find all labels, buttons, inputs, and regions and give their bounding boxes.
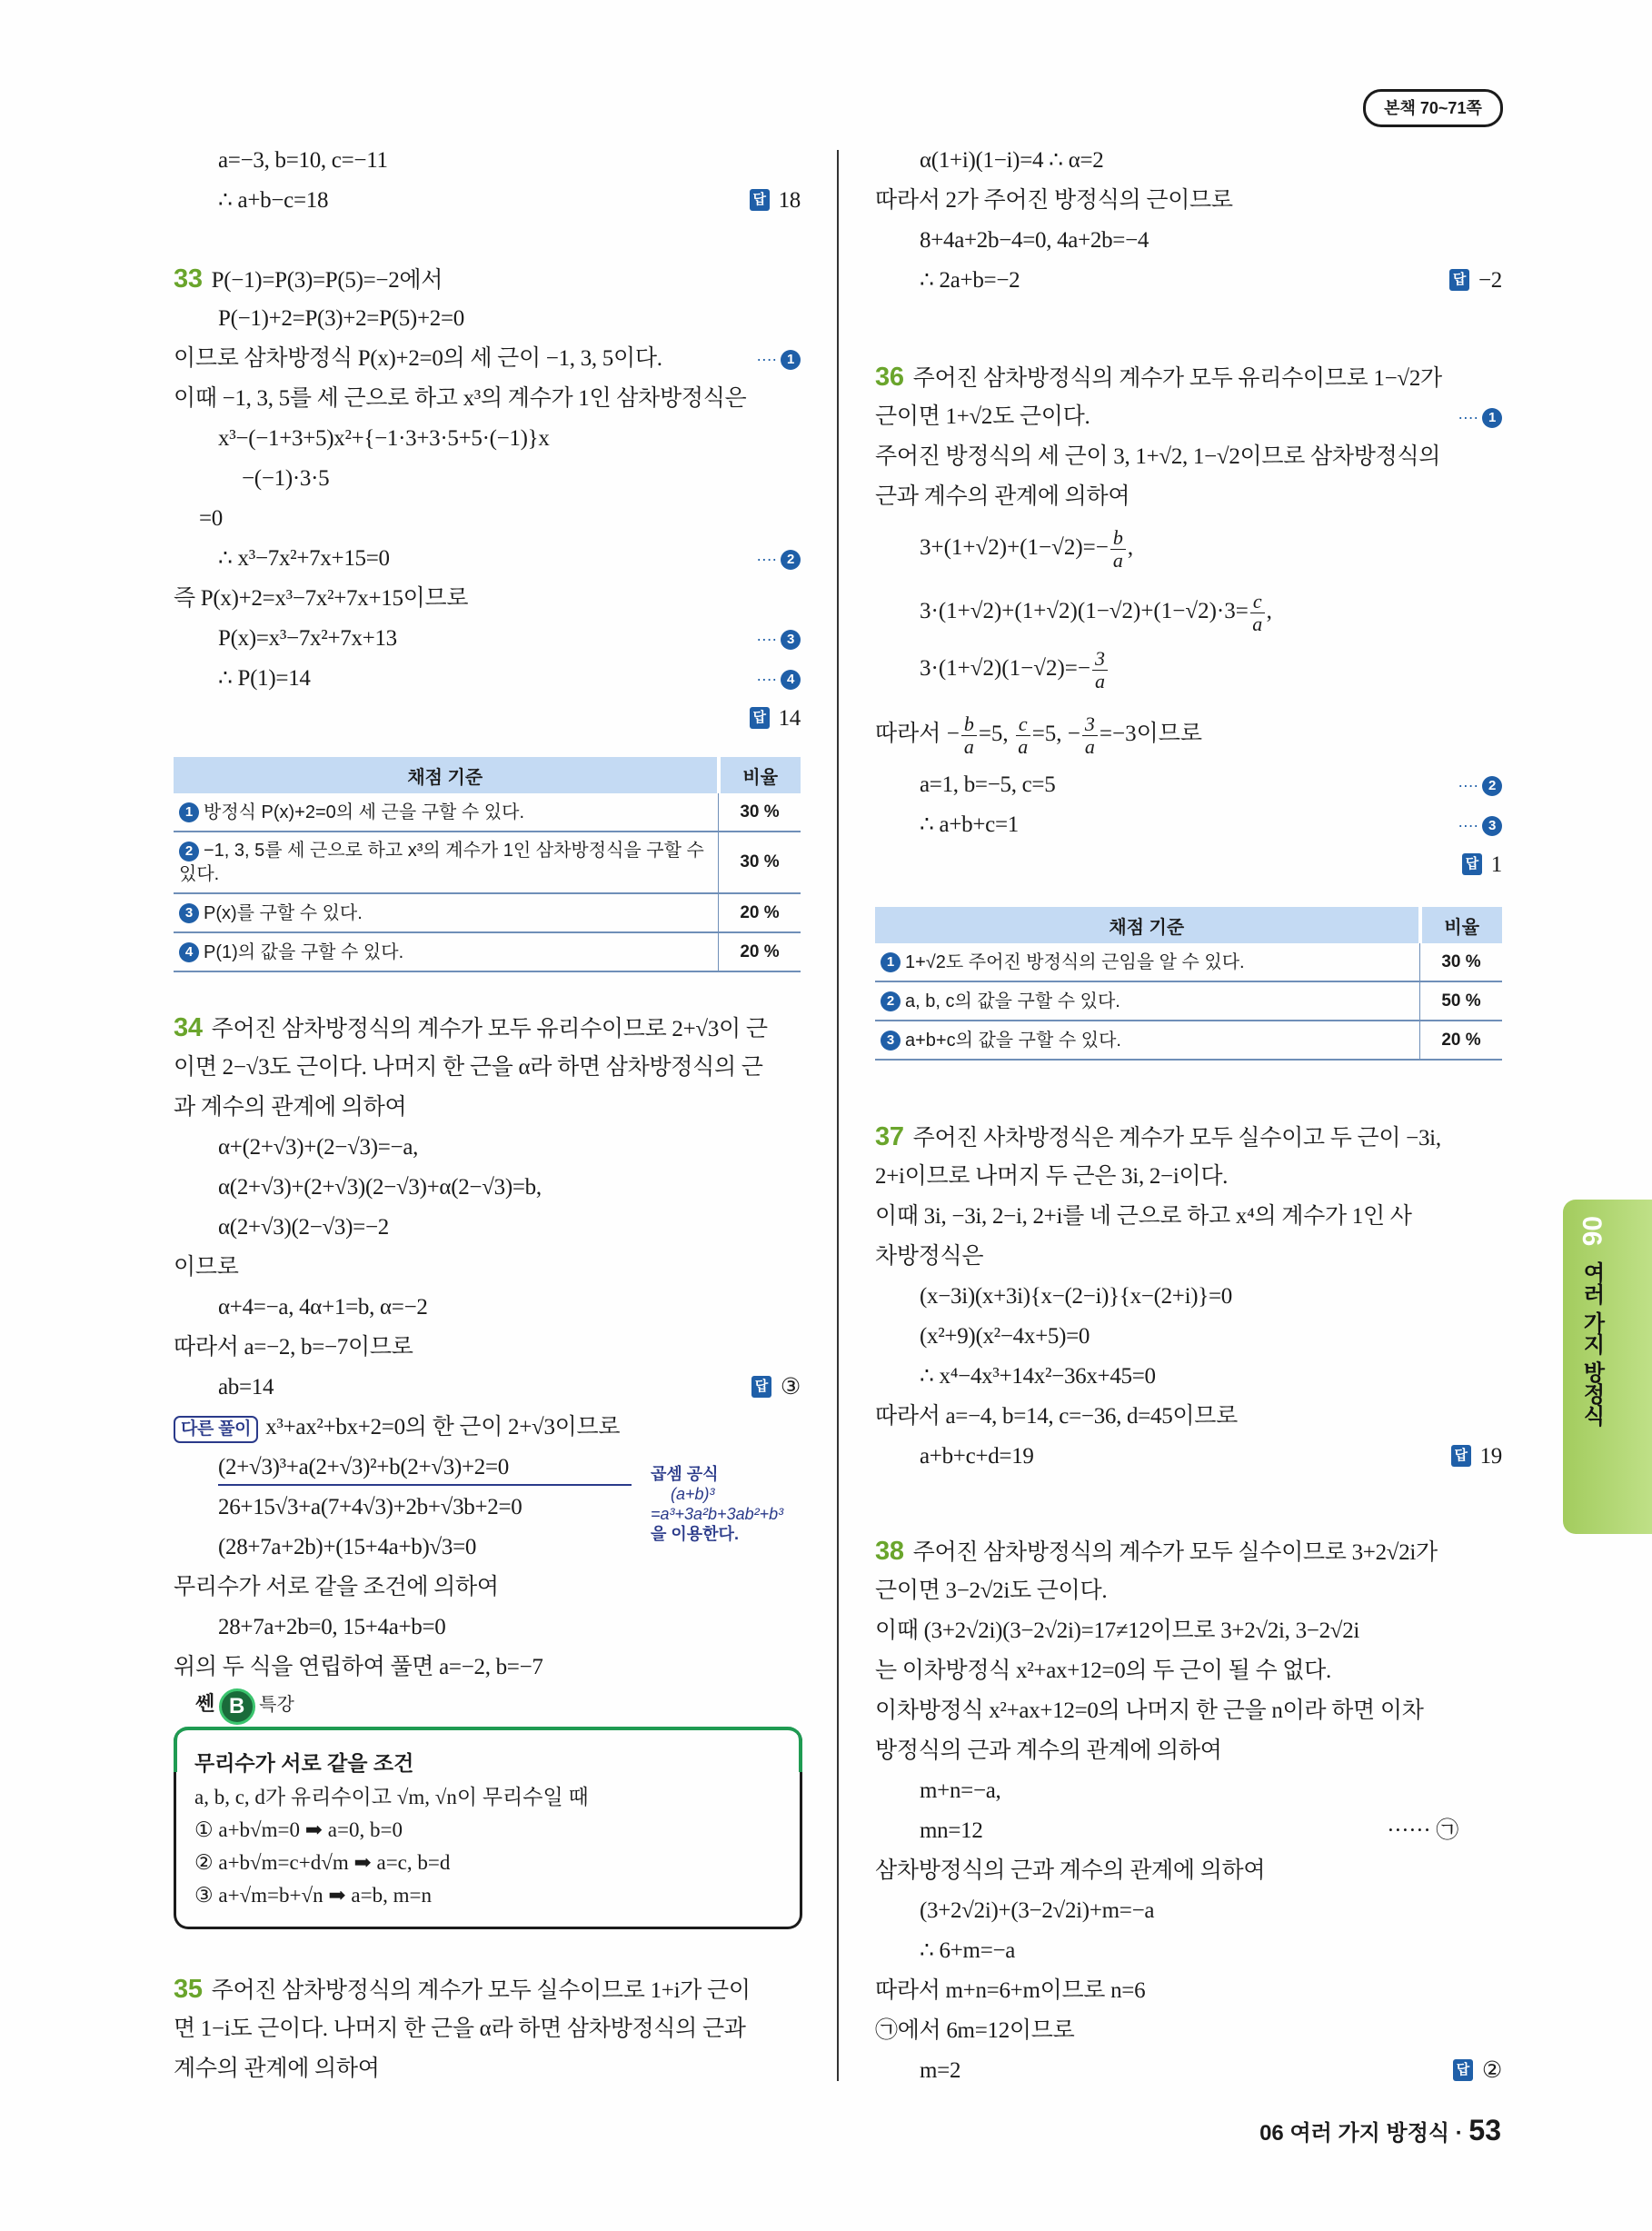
criterion: P(x)를 구할 수 있다. [204,902,363,923]
problem-number: 34 [174,1013,203,1042]
criterion: 1+√2도 주어진 방정식의 근임을 알 수 있다. [905,951,1245,972]
math-line: 즉 P(x)+2=x³−7x²+7x+15이므로 [174,586,469,611]
fraction: $\frac{3}{a}$ [1092,648,1108,692]
math-line [174,539,801,579]
math-line: 위의 두 식을 연립하여 풀면 a=−2, b=−7 [174,1655,543,1679]
math-text: mn=12 [920,1818,983,1843]
problem-number: 36 [875,363,904,392]
math-line: 주어진 삼차방정식의 계수가 모두 실수이므로 1+i가 근이 [211,1978,751,2003]
circled-number-icon: 3 [1482,816,1502,836]
step-marker: ···· 2 [1458,765,1502,805]
fraction: $\frac{3}{a}$ [1082,713,1098,758]
answer-icon: 답 [1449,269,1469,291]
note-line: (a+b)³ [671,1485,715,1503]
footer-chapter: 06 여러 가지 방정식 [1259,2121,1450,2146]
answer-line [174,699,801,739]
ratio: 50 % [1420,981,1503,1021]
math-line: (2+√3)³+a(2+√3)²+b(2+√3)+2=0 [218,1455,509,1479]
math-line: 이때 −1, 3, 5를 세 근으로 하고 x³의 계수가 1인 삼차방정식은 [174,386,747,411]
answer-icon: 답 [1453,2059,1473,2081]
math-line: ㉠에서 6m=12이므로 [875,2018,1075,2043]
math-line: P(−1)+2=P(3)+2=P(5)+2=0 [218,306,464,331]
circled-number-icon: 3 [881,1031,901,1051]
math-line: (3+2√2i)+(3−2√2i)+m=−a [920,1898,1155,1923]
math-line: x³+ax²+bx+2=0의 한 근이 2+√3이므로 [265,1415,621,1439]
alternative-solution [174,1408,801,1688]
equation-tag: ······ ㉠ [1387,1818,1458,1843]
circled-number-icon: 3 [179,903,199,923]
answer [750,699,801,739]
fraction-line: 3·(1+√2)+(1+√2)(1−√2)+(1−√2)·3= $\frac{c}{a}$ , [920,589,1272,635]
ratio: 20 % [719,932,801,971]
math-line: α(2+√3)+(2+√3)(2−√3)+α(2−√3)=b, [218,1175,542,1200]
problem-number: 38 [875,1537,904,1566]
column-divider [837,150,839,2081]
circled-number-icon: 2 [179,842,199,862]
tip-label: 특강 [259,1695,294,1716]
table-header-criterion: 채점 기준 [875,907,1420,943]
formula-note [651,1464,783,1544]
math-line: =0 [199,506,223,531]
step-marker: ···· 3 [1458,805,1502,845]
table-row [875,943,1502,981]
fraction: $\frac{c}{a}$ [1016,713,1030,758]
answer-value: ② [1481,2058,1502,2083]
ratio: 30 % [1420,943,1503,981]
math-line: α(2+√3)(2−√3)=−2 [218,1215,389,1240]
math-text: ab=14 [218,1375,274,1399]
math-text: 근이면 1+√2도 근이다. [875,404,1090,429]
step-marker: ···· 3 [756,619,801,659]
table-row [174,932,801,971]
scoring-table-33 [174,757,801,972]
problem-38 [875,1531,1502,2091]
math-line: 28+7a+2b=0, 15+4a+b=0 [218,1615,446,1639]
math-line: 근과 계수의 관계에 의하여 [875,484,1130,509]
math-line: 무리수가 서로 같을 조건에 의하여 [174,1575,499,1599]
math-line [875,397,1502,437]
circled-number-icon: 1 [881,952,901,972]
math-line: x³−(−1+3+5)x²+{−1·3+3·5+5·(−1)}x [218,426,550,451]
answer [1453,2051,1502,2091]
answer-value: 18 [778,188,801,213]
math-line: 이때 (3+2√2i)(3−2√2i)=17≠12이므로 3+2√2i, 3−2√2i [875,1618,1360,1643]
page-footer [1259,2114,1501,2147]
math-text: a+b+c+d=19 [920,1444,1034,1469]
answer-value: 19 [1479,1444,1502,1469]
table-row [875,1021,1502,1060]
table-header-criterion: 채점 기준 [174,757,719,793]
math-line: 따라서 2가 주어진 방정식의 근이므로 [875,188,1233,213]
tip-line: ① a+b√m=0 ➡ a=0, b=0 [194,1818,403,1841]
math-line [174,1368,801,1408]
tip-content [194,1745,589,1912]
answer-line [875,845,1502,885]
table-row [174,893,801,932]
math-line: 이면 2−√3도 근이다. 나머지 한 근을 α라 하면 삼차방정식의 근 [174,1055,763,1080]
math-line: ∴ x⁴−4x³+14x²−36x+45=0 [920,1364,1156,1389]
alt-solution-label: 다른 풀이 [174,1416,258,1443]
math-text: ∴ 2a+b=−2 [920,268,1020,293]
table-row [174,832,801,893]
answer-icon: 답 [750,189,770,211]
math-line: 주어진 삼차방정식의 계수가 모두 유리수이므로 1−√2가 [912,366,1442,391]
math-line: 계수의 관계에 의하여 [174,2057,380,2081]
math-line [875,1811,1502,1851]
answer [1462,845,1502,885]
ratio: 20 % [1420,1021,1503,1060]
fraction-line: 따라서 − $\frac{b}{a}$ =5, $\frac{c}{a}$ =5, − $\frac{3}{a}$ =−3이므로 [875,712,1203,758]
answer-icon: 답 [1462,853,1482,875]
math-line [875,1437,1502,1477]
math-line: 2+i이므로 나머지 두 근은 3i, 2−i이다. [875,1164,1229,1189]
math-text: ∴ a+b−c=18 [218,188,329,213]
answer-value: ③ [780,1375,801,1399]
problem-34 [174,1008,801,1408]
tip-badge-icon: B [219,1688,255,1725]
circled-number-icon: 3 [781,630,801,650]
answer-icon: 답 [751,1376,771,1398]
tip-line: ③ a+√m=b+√n ➡ a=b, m=n [194,1884,432,1907]
fraction: $\frac{b}{a}$ [961,713,977,758]
math-line [174,659,801,699]
math-line: 26+15√3+a(7+4√3)+2b+√3b+2=0 [218,1495,522,1519]
problem-36 [875,357,1502,517]
problem-37 [875,1117,1502,1477]
circled-number-icon: 1 [781,350,801,370]
tip-title: 무리수가 서로 같을 조건 [194,1751,414,1775]
math-line: α+4=−a, 4α+1=b, α=−2 [218,1295,428,1320]
math-line: 이때 3i, −3i, 2−i, 2+i를 네 근으로 하고 x⁴의 계수가 1인 사 [875,1204,1412,1229]
answer-icon: 답 [1451,1445,1471,1467]
circled-number-icon: 2 [881,991,901,1011]
chapter-side-tab[interactable] [1563,1200,1652,1534]
problem-number: 35 [174,1975,203,2004]
problem-36-result [875,765,1502,885]
problem-35-continuation [875,141,1502,301]
fraction-line: 3+(1+√2)+(1−√2)=− $\frac{b}{a}$ , [920,525,1134,572]
tip-brand: 쎈 [195,1692,215,1716]
circled-number-icon: 4 [781,670,801,690]
criterion: −1, 3, 5를 세 근으로 하고 x³의 계수가 1인 삼차방정식을 구할 수 있다. [179,841,704,884]
problem-33 [174,259,801,739]
math-line [174,181,801,221]
math-line: 차방정식은 [875,1244,984,1269]
page-number: 53 [1468,2114,1501,2146]
step-marker: ···· 1 [756,339,801,379]
math-line [875,261,1502,301]
math-text: ∴ a+b+c=1 [920,812,1019,837]
chapter-title: 여러 가지 방정식 [1579,1261,1604,1427]
math-text: a=1, b=−5, c=5 [920,772,1056,797]
math-line: 따라서 a=−2, b=−7이므로 [174,1335,413,1360]
fraction-line: 3·(1+√2)(1−√2)=− $\frac{3}{a}$ [875,642,1502,696]
ratio: 30 % [719,793,801,832]
answer [750,181,801,221]
step-marker: ···· 2 [756,539,801,579]
answer-value: 1 [1490,852,1502,877]
math-line: (28+7a+2b)+(15+4a+b)√3=0 [218,1535,477,1559]
math-line: α+(2+√3)+(2−√3)=−a, [218,1135,419,1160]
problem-number: 33 [174,264,203,294]
page-reference-badge: 본책 70~71쪽 [1363,89,1503,127]
table-row [174,793,801,832]
criterion: a+b+c의 값을 구할 수 있다. [905,1030,1121,1051]
criterion: a, b, c의 값을 구할 수 있다. [905,991,1120,1011]
circled-number-icon: 2 [1482,776,1502,796]
math-line: 8+4a+2b−4=0, 4a+2b=−4 [920,228,1149,253]
math-line: m+n=−a, [920,1778,1001,1803]
math-text: m=2 [920,2058,961,2083]
math-line [174,339,801,379]
problem-32-continuation [174,141,801,221]
tip-line: a, b, c, d가 유리수이고 √m, √n이 무리수일 때 [194,1786,589,1808]
math-line: 주어진 삼차방정식의 계수가 모두 실수이므로 3+2√2i가 [912,1540,1438,1565]
circled-number-icon: 1 [1482,408,1502,428]
math-line: 이므로 [174,1255,239,1280]
table-row [875,981,1502,1021]
ratio: 30 % [719,832,801,893]
math-line: 주어진 삼차방정식의 계수가 모두 유리수이므로 2+√3이 근 [211,1017,768,1041]
answer [1449,261,1502,301]
note-line: 을 이용한다. [651,1525,739,1543]
math-line: a=−3, b=10, c=−11 [218,148,388,173]
math-line: P(−1)=P(3)=P(5)=−2에서 [211,268,443,293]
math-line: (x−3i)(x+3i){x−(2−i)}{x−(2+i)}=0 [920,1284,1232,1309]
math-line: −(−1)·3·5 [242,466,330,491]
math-line: α(1+i)(1−i)=4 ∴ α=2 [920,148,1104,173]
math-line: 근이면 3−2√2i도 근이다. [875,1579,1108,1603]
math-text: ∴ P(1)=14 [218,666,311,691]
math-line: 주어진 방정식의 세 근이 3, 1+√2, 1−√2이므로 삼차방정식의 [875,444,1441,469]
math-line: 면 1−i도 근이다. 나머지 한 근을 α라 하면 삼차방정식의 근과 [174,2017,746,2041]
note-line: =a³+3a²b+3ab²+b³ [651,1505,784,1523]
annotation-underline [218,1484,632,1486]
ratio: 20 % [719,893,801,932]
answer-value: 14 [778,706,801,731]
math-line: 이차방정식 x²+ax+12=0의 나머지 한 근을 n이라 하면 이차 [875,1698,1424,1723]
criterion: P(1)의 값을 구할 수 있다. [204,941,404,962]
math-line: 삼차방정식의 근과 계수의 관계에 의하여 [875,1858,1266,1883]
fraction: $\frac{c}{a}$ [1250,591,1265,635]
math-line: 는 이차방정식 x²+ax+12=0의 두 근이 될 수 없다. [875,1658,1331,1683]
footer-separator: · [1449,2121,1469,2146]
step-marker: ···· 4 [756,659,801,699]
answer-icon: 답 [750,707,770,729]
table-header-ratio: 비율 [719,757,801,793]
math-line [875,765,1502,805]
answer-value: −2 [1478,268,1502,293]
math-text: ∴ x³−7x²+7x+15=0 [218,546,390,571]
fraction: $\frac{b}{a}$ [1110,527,1126,572]
math-line [875,2051,1502,2091]
answer [751,1368,801,1408]
math-line: 과 계수의 관계에 의하여 [174,1095,407,1120]
circled-number-icon: 1 [179,802,199,822]
math-line: 따라서 m+n=6+m이므로 n=6 [875,1978,1146,2003]
table-header-ratio: 비율 [1420,907,1503,943]
scoring-table-36 [875,907,1502,1061]
math-line: ∴ 6+m=−a [920,1938,1016,1963]
problem-35 [174,1969,801,2089]
math-text: P(x)=x³−7x²+7x+13 [218,626,397,651]
problem-number: 37 [875,1122,904,1151]
chapter-number: 06 [1577,1216,1607,1247]
math-line: (x²+9)(x²−4x+5)=0 [920,1324,1090,1349]
circled-number-icon: 4 [179,942,199,962]
note-title: 곱셈 공식 [651,1465,719,1483]
circled-number-icon: 2 [781,550,801,570]
answer [1451,1437,1502,1477]
step-marker: ···· 1 [1458,397,1502,437]
tip-line: ② a+b√m=c+d√m ➡ a=c, b=d [194,1851,451,1874]
criterion: 방정식 P(x)+2=0의 세 근을 구할 수 있다. [204,802,525,822]
math-line: 따라서 a=−4, b=14, c=−36, d=45이므로 [875,1404,1238,1429]
math-line: 방정식의 근과 계수의 관계에 의하여 [875,1738,1222,1763]
math-line [174,619,801,659]
tip-header [195,1688,294,1725]
math-line: 주어진 사차방정식은 계수가 모두 실수이고 두 근이 −3i, [912,1126,1441,1150]
math-line [875,805,1502,845]
math-text: 이므로 삼차방정식 P(x)+2=0의 세 근이 −1, 3, 5이다. [174,346,662,371]
